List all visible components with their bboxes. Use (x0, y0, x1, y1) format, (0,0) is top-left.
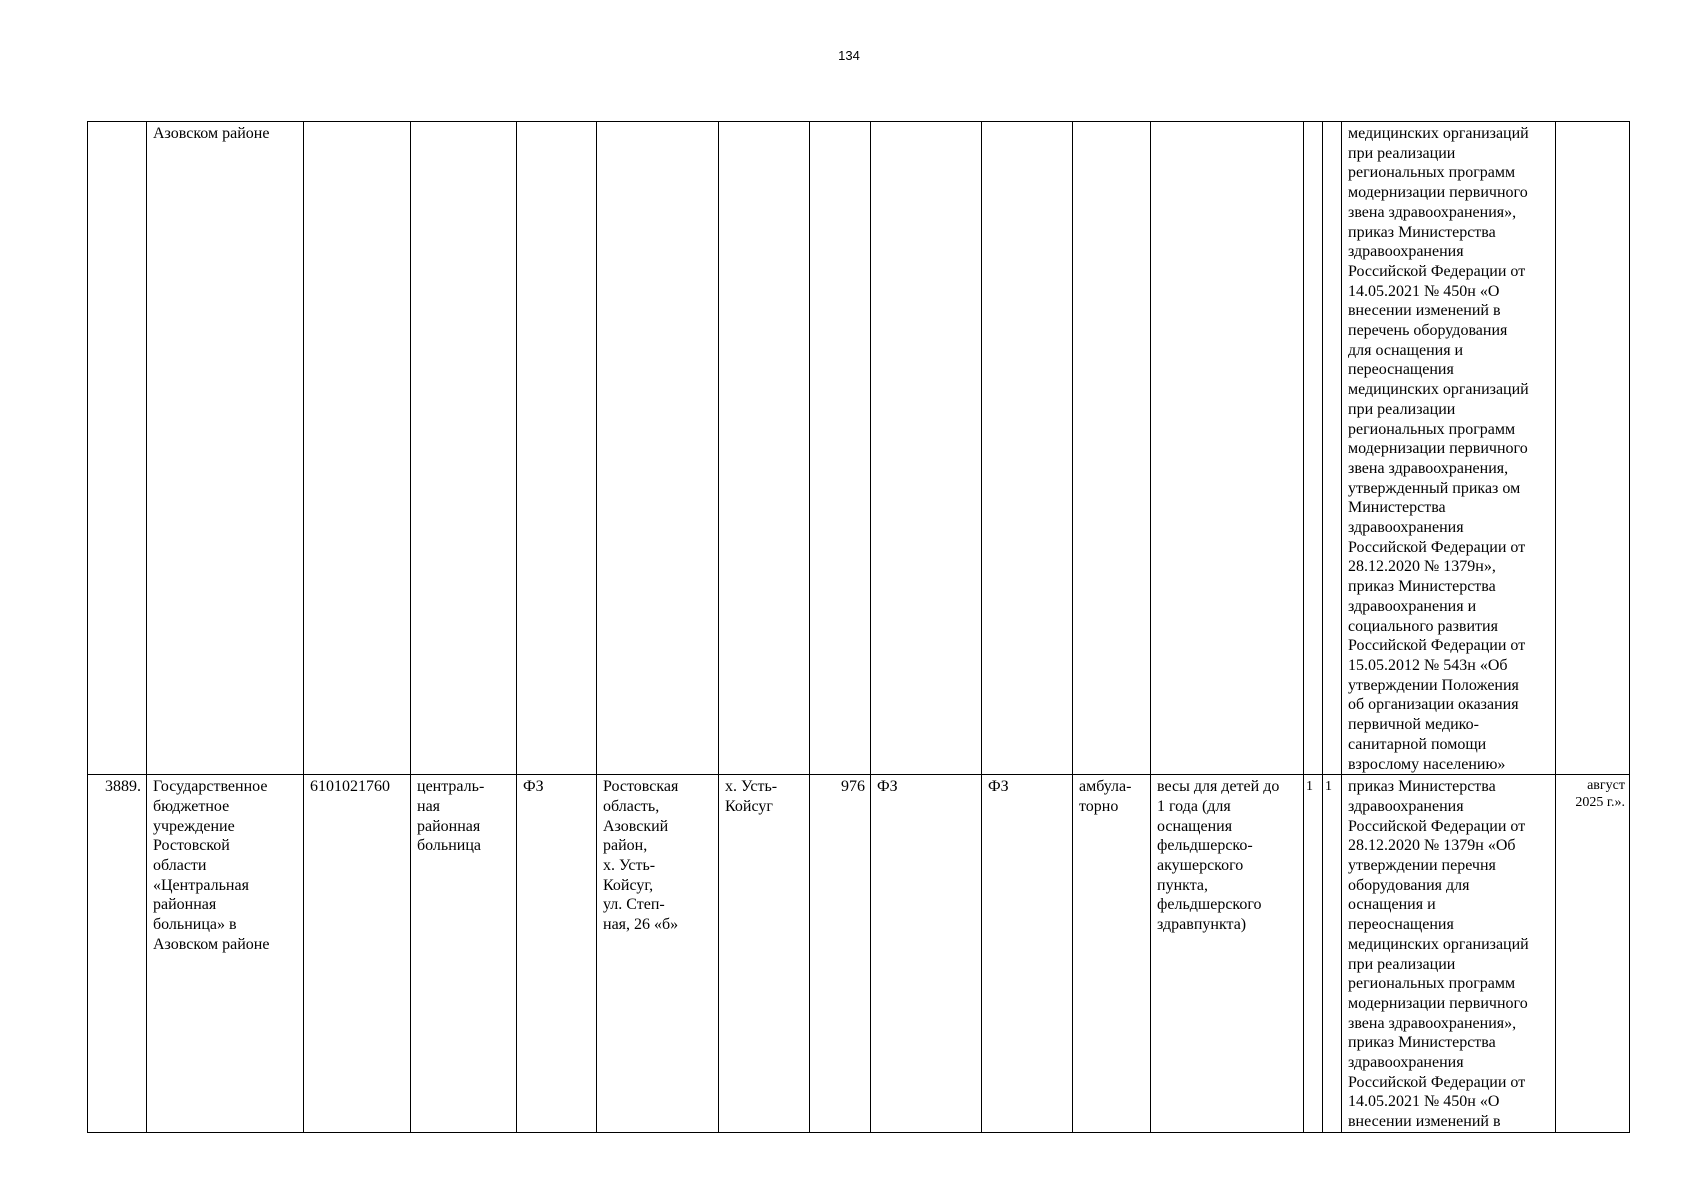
cell-unit-type-2: ФЗ (982, 775, 1073, 1133)
cell-population: 976 (810, 775, 871, 1133)
cell-unit-type: ФЗ (871, 775, 982, 1133)
cell-equipment (1151, 122, 1304, 775)
cell-inn: 6101021760 (304, 775, 411, 1133)
cell-care-conditions: амбула- торно (1073, 775, 1151, 1133)
cell-equipment: весы для детей до 1 года (для оснащения фельдшерско- акушерского пункта, фельдшерского здравпункта) (1151, 775, 1304, 1133)
cell-address: Ростовская область, Азовский район, х. Усть- Койсуг, ул. Степ- ная, 26 «б» (597, 775, 719, 1133)
cell-organization-name: Государственное бюджетное учреждение Ростовской области «Центральная районная больница» в Азовском районе (147, 775, 304, 1133)
cell-inn (304, 122, 411, 775)
cell-organization-type (411, 122, 517, 775)
cell-unit-type (871, 122, 982, 775)
cell-population (810, 122, 871, 775)
cell-quantity-2 (1323, 122, 1342, 775)
cell-deadline (1556, 122, 1630, 775)
cell-quantity: 1 (1304, 775, 1323, 1133)
cell-organization-type: централь- ная районная больница (411, 775, 517, 1133)
cell-unit-type-2 (982, 122, 1073, 775)
table-row (88, 122, 1630, 775)
document-table (87, 121, 1630, 1133)
cell-structural-unit (517, 122, 597, 775)
cell-organization-name: Азовском районе (147, 122, 304, 775)
cell-locality: х. Усть- Койсуг (719, 775, 810, 1133)
cell-quantity (1304, 122, 1323, 775)
page-number: 134 (838, 48, 860, 63)
table-row (88, 775, 1630, 1133)
cell-locality (719, 122, 810, 775)
cell-care-conditions (1073, 122, 1151, 775)
cell-deadline: август 2025 г.». (1556, 775, 1630, 1133)
cell-number (88, 122, 147, 775)
cell-number: 3889. (88, 775, 147, 1133)
cell-address (597, 122, 719, 775)
cell-legal-basis: приказ Министерства здравоохранения Российской Федерации от 28.12.2020 № 1379н «Об утверждении перечня оборудования для оснащения и переоснащения медицинских организаций при реализации региональных программ модернизации первичного звена здравоохранения», приказ Министерства здравоохранения Российской Федерации от 14.05.2021 № 450н «О внесении изменений в (1342, 775, 1556, 1133)
cell-structural-unit: ФЗ (517, 775, 597, 1133)
cell-quantity-2: 1 (1323, 775, 1342, 1133)
cell-legal-basis: медицинских организаций при реализации региональных программ модернизации первичного звена здравоохранения», приказ Министерства здравоохранения Российской Федерации от 14.05.2021 № 450н «О внесении изменений в перечень оборудования для оснащения и переоснащения медицинских организаций при реализации региональных программ модернизации первичного звена здравоохранения, утвержденный приказ ом Министерства здравоохранения Российской Федерации от 28.12.2020 № 1379н», приказ Министерства здравоохранения и социального развития Российской Федерации от 15.05.2012 № 543н «Об утверждении Положения об организации оказания первичной медико- санитарной помощи взрослому населению» (1342, 122, 1556, 775)
